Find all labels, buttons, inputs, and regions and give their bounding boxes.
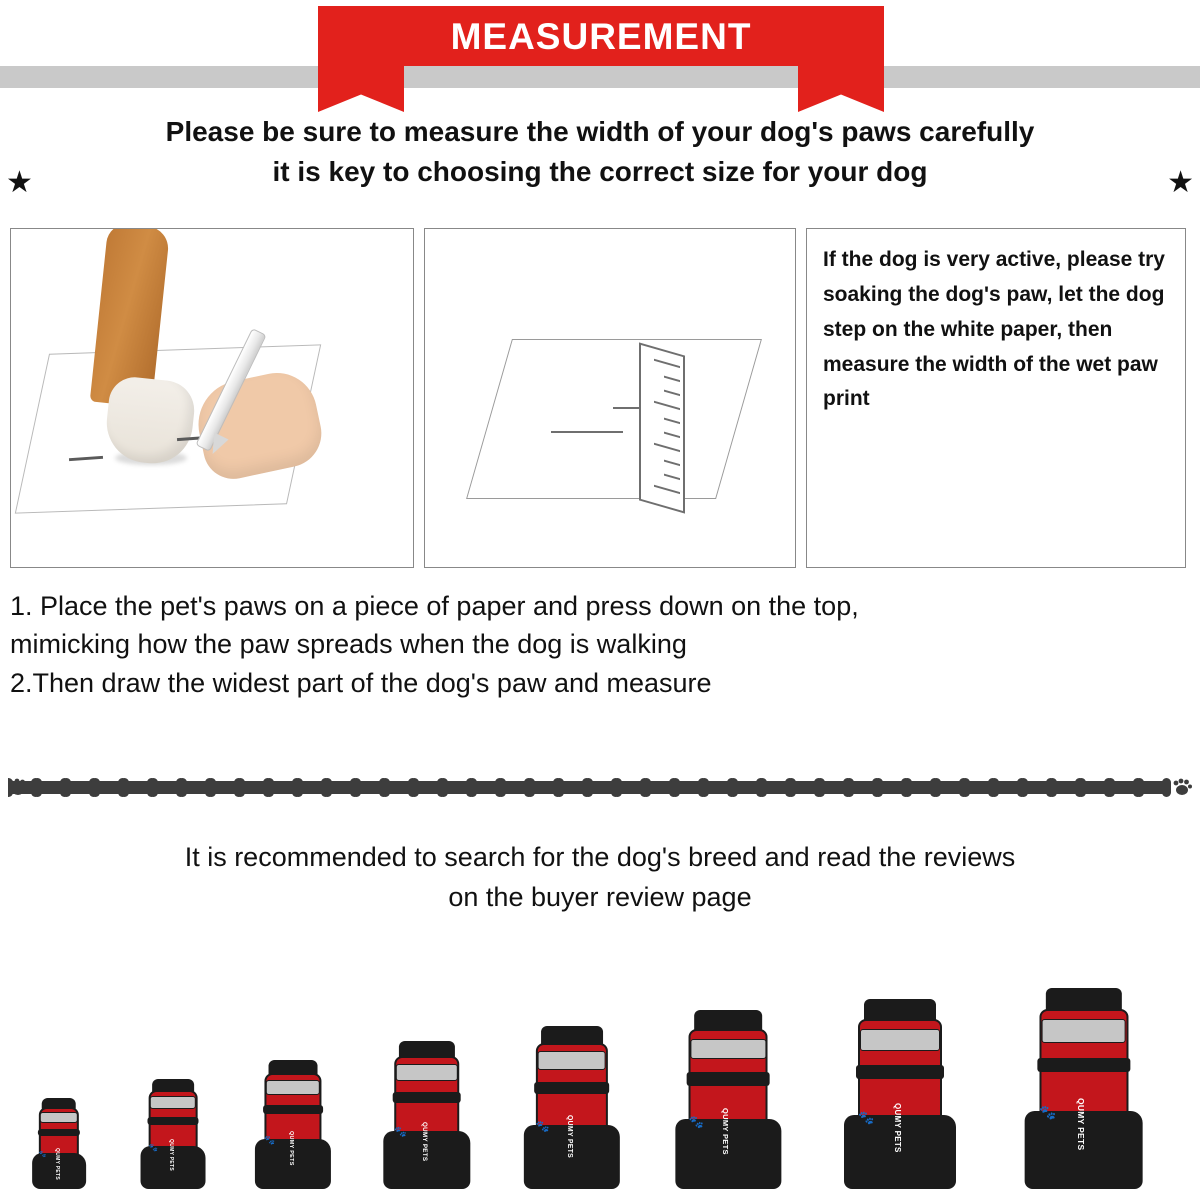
bone-icon [414,781,442,794]
instruction-line-1: 1. Place the pet's paws on a piece of paper and press down on the top, [10,591,859,621]
headline-line-1: Please be sure to measure the width of your dog's paws carefully [165,116,1035,147]
bone-icon [472,781,500,794]
bone-icon [1052,781,1080,794]
boot-strap [38,1129,80,1136]
reflective-strip [537,1051,606,1070]
paw-print-icon-right [1172,778,1192,796]
bone-icon [733,781,761,794]
headline [0,112,1200,192]
boot-strap [856,1065,944,1079]
banner [0,0,1200,112]
bone-icon [1139,781,1167,794]
paw-logo-icon: 🐾 [394,1127,407,1139]
bone-icon [617,781,645,794]
bone-icon [8,781,36,794]
bone-icon [936,781,964,794]
bone-icon [588,781,616,794]
bone-icon [762,781,790,794]
bone-icon [95,781,123,794]
bone-icon [356,781,384,794]
photo-panel-paw-tracing [10,228,414,568]
bone-icon [1023,781,1051,794]
bone-icon [878,781,906,794]
bone-icon [1110,781,1138,794]
reflective-strip [396,1064,458,1081]
drawing-panel-ruler-measure [424,228,796,568]
tip-panel [806,228,1186,568]
paw-logo-icon: 🐾 [688,1114,705,1129]
dog-boot [840,999,960,1189]
boot-strap [147,1117,198,1125]
bone-icon [965,781,993,794]
boot-brand-label: QUMY PETS [167,1139,174,1172]
bone-icon [675,781,703,794]
ribbon [318,6,884,66]
bone-icon [240,781,268,794]
paw-logo-icon: 🐾 [264,1134,276,1145]
dog-boot [672,1010,785,1189]
dog-boot [1020,988,1147,1189]
recommendation-line-1: It is recommended to search for the dog's breed and read the reviews [184,842,1016,872]
boot-strap [687,1072,770,1085]
paw-logo-icon: 🐾 [858,1110,875,1125]
bone-icon [269,781,297,794]
dog-boot [520,1026,623,1189]
reflective-strip [40,1112,78,1123]
paw-logo-icon: 🐾 [38,1150,47,1158]
dog-boot [252,1060,334,1189]
bone-icon [791,781,819,794]
measure-line-a [551,431,623,433]
bone-icon [530,781,558,794]
bone-icon [994,781,1022,794]
bone-icon [182,781,210,794]
reflective-strip [691,1039,766,1060]
bone-icon [704,781,732,794]
illustration-row [10,228,1192,568]
dog-boot [138,1079,208,1189]
bone-icon [298,781,326,794]
bone-icon [646,781,674,794]
star-icon-left: ★ [6,166,33,199]
bone-icon [820,781,848,794]
bone-icon [559,781,587,794]
instruction-list [10,588,1192,703]
bone-icon [153,781,181,794]
bone-icon [66,781,94,794]
dog-boot [380,1041,474,1189]
boot-strap [263,1105,323,1115]
boot-brand-label: QUMY PETS [721,1108,731,1155]
boot-strap [1037,1058,1130,1073]
dog-boot [30,1098,88,1189]
boot-size-lineup [0,965,1200,1195]
star-icon-right: ★ [1167,166,1194,199]
instruction-line-3: 2.Then draw the widest part of the dog's paw and measure [10,667,712,698]
banner-title: MEASUREMENT [450,15,752,57]
paw-logo-icon: 🐾 [1039,1105,1057,1121]
bone-divider [8,772,1192,802]
boot-brand-label: QUMY PETS [421,1121,429,1162]
boot-strap [392,1092,461,1103]
paper-outline-illustration [466,339,762,499]
bone-icon [211,781,239,794]
bone-icon [1081,781,1109,794]
ribbon-tail-left [318,66,404,112]
reflective-strip [150,1096,196,1109]
boot-strap [534,1082,610,1094]
boot-brand-label: QUMY PETS [893,1103,902,1153]
bone-icon [37,781,65,794]
boot-brand-label: QUMY PETS [1075,1097,1086,1151]
instruction-line-2: mimicking how the paw spreads when the dog is walking [10,629,687,660]
bone-icon [501,781,529,794]
bone-icon [124,781,152,794]
boot-brand-label: QUMY PETS [53,1147,60,1180]
reflective-strip [1041,1019,1126,1042]
ribbon-tail-right [798,66,884,112]
bone-icon [385,781,413,794]
recommendation-text [0,838,1200,918]
boot-brand-label: QUMY PETS [288,1130,295,1166]
recommendation-line-2: on the buyer review page [448,881,752,912]
boot-brand-label: QUMY PETS [566,1115,574,1159]
ruler-illustration [639,342,685,513]
bone-icon [327,781,355,794]
reflective-strip [266,1080,320,1095]
paw-logo-icon: 🐾 [148,1142,158,1152]
bone-icon [907,781,935,794]
bone-icon [443,781,471,794]
gray-bar [0,66,1200,88]
headline-line-2: it is key to choosing the correct size for your dog [272,155,928,187]
reflective-strip [860,1029,940,1051]
bone-icon [849,781,877,794]
paw-logo-icon: 🐾 [535,1120,550,1133]
tip-text: If the dog is very active, please try soaking the dog's paw, let the dog step on the white paper, then measure the width of the wet paw print [823,248,1165,411]
